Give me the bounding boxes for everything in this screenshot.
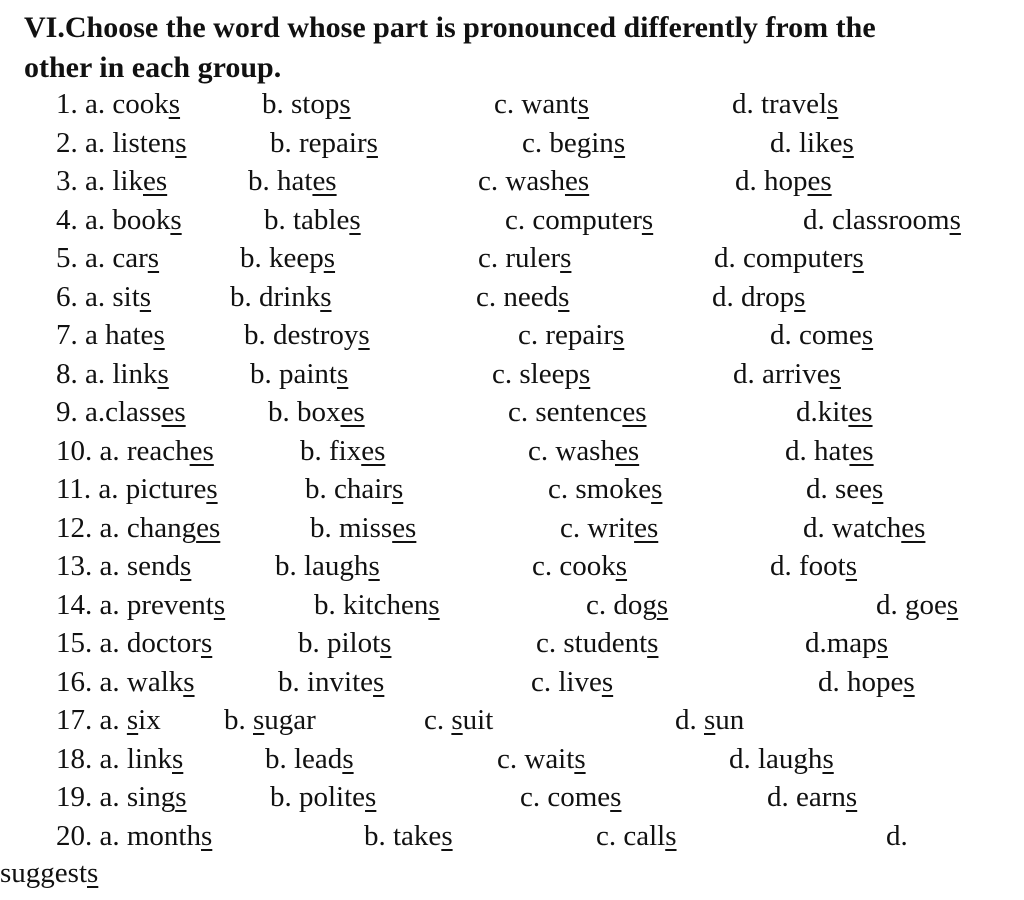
underlined-part: s [213,588,226,621]
word-rest: un [715,704,745,736]
question-20-option-d-continued [0,854,98,892]
word-stem: d. computer [714,242,853,274]
question-number: 9. a. [56,396,106,428]
underlined-part: es [361,434,386,467]
question-6-option-b [230,278,332,316]
word-stem: c. sentenc [508,396,623,428]
underlined-part: s [441,819,453,852]
question-2-option-d [770,124,854,162]
underlined-part: es [848,396,873,428]
question-row-13 [0,547,1024,585]
word-stem: d. foot [770,550,846,582]
question-7-option-a [56,316,165,354]
question-12-option-a [56,509,220,547]
word-stem: c. wash [478,165,565,197]
word-stem: sing [126,781,176,813]
word-stem: c. want [494,88,578,120]
word-stem: d. watch [803,511,902,544]
word-stem: b. laugh [275,550,369,582]
question-11-option-a [56,470,218,508]
exercise-title-line-2: other in each group. [24,51,282,84]
question-1-option-a [56,85,180,123]
word-stem: c. cook [532,550,616,582]
question-9-option-c [508,393,647,431]
underlined-part: s [829,357,841,390]
underlined-part: s [845,550,858,582]
question-13-option-c [532,547,627,585]
word-stem: d. hope [818,665,904,698]
question-7-option-c [518,316,624,354]
question-row-11 [0,470,1024,508]
question-number: 1. a. [56,88,113,120]
question-number: 6. a. [56,280,113,313]
question-16-option-a [56,663,195,701]
word-stem: b. keep [240,242,324,274]
question-row-16 [0,663,1024,701]
word-stem: c. ruler [478,242,561,274]
underlined-part: s [253,704,265,736]
underlined-part: s [349,203,361,236]
word-stem: c. writ [560,511,635,544]
word-stem: c. need [476,280,559,313]
question-15-option-d [805,624,888,662]
question-number: 11. a. [56,473,126,505]
word-stem: c. repair [518,319,613,351]
underlined-part: es [807,165,832,197]
question-number: 8. a. [56,357,113,390]
underlined-part: s [852,242,864,274]
question-number: 17. a. [56,704,127,736]
question-10-option-b [300,432,385,470]
question-row-19 [0,778,1024,816]
question-11-option-b [305,470,403,508]
word-stem: b. [224,704,253,736]
word-rest: ix [138,704,161,736]
underlined-part: s [451,704,463,736]
question-row-9 [0,393,1024,431]
question-row-15 [0,624,1024,662]
word-stem: c. computer [505,203,642,236]
underlined-part: s [845,781,858,813]
word-stem: d. [886,819,908,852]
underlined-part: s [651,473,663,505]
question-row-8 [0,355,1024,393]
question-20-option-d [886,817,908,855]
question-18-option-d [729,740,834,778]
question-6-option-a [56,278,151,316]
word-stem: d. drop [712,280,795,313]
underlined-part: s [872,473,884,505]
word-stem: picture [125,473,207,505]
underlined-part: s [610,781,622,813]
question-18-option-c [497,740,586,778]
word-stem: c. [424,704,452,736]
question-number: 18. a. [56,742,127,775]
question-17-option-d [675,701,744,739]
question-5-option-c [478,239,571,277]
question-4-option-a [56,201,182,239]
question-row-2 [0,124,1024,162]
question-row-4 [0,201,1024,239]
question-row-3 [0,162,1024,200]
underlined-part: s [157,357,169,390]
underlined-part: es [564,165,590,197]
word-stem: month [126,819,201,852]
underlined-part: s [180,550,192,582]
word-stem: reach [126,434,190,467]
underlined-part: s [183,665,195,698]
question-3-option-a [56,162,167,200]
word-stem: b. lead [265,742,343,775]
underlined-part: s [428,588,440,621]
underlined-part: s [380,627,392,659]
question-number: 13. a. [56,550,127,582]
word-stem: suggest [0,857,87,889]
question-row-1 [0,85,1024,123]
question-18-option-a [56,740,183,778]
underlined-part: es [622,396,647,428]
question-number: 20. a. [56,819,127,852]
underlined-part: s [577,88,590,120]
word-stem: b. stop [262,88,340,120]
underlined-part: s [339,88,351,120]
underlined-part: es [312,165,337,197]
question-number: 7. a [56,319,106,351]
underlined-part: s [574,742,586,775]
underlined-part: s [200,627,213,659]
question-3-option-b [248,162,337,200]
word-stem: b. drink [230,280,321,313]
word-stem: chang [126,511,197,544]
word-stem: c. student [536,627,648,659]
question-8-option-b [250,355,348,393]
word-stem: c. begin [522,126,614,159]
underlined-part: s [861,319,874,351]
underlined-part: s [358,319,370,351]
word-stem: lik [112,165,143,197]
question-number: 5. a. [56,242,113,274]
word-stem: d. [675,704,704,736]
word-stem: book [112,203,171,236]
question-8-option-a [56,355,169,393]
word-stem: d.kit [796,396,849,428]
question-number: 3. a. [56,165,113,197]
word-stem: d. like [770,126,843,159]
underlined-part: s [842,126,854,159]
underlined-part: s [201,819,213,852]
word-stem: b. polite [270,781,366,813]
question-14-option-c [586,586,668,624]
underlined-part: es [614,434,640,467]
question-number: 12. a. [56,511,127,544]
underlined-part: s [365,781,377,813]
question-12-option-d [803,509,925,547]
underlined-part: s [373,665,385,698]
underlined-part: s [87,857,99,889]
question-14-option-a [56,586,225,624]
underlined-part: s [391,473,404,505]
underlined-part: s [126,704,139,736]
question-17-option-a [56,701,161,739]
underlined-part: s [153,319,165,351]
question-19-option-a [56,778,187,816]
underlined-part: es [161,396,186,428]
underlined-part: s [175,126,187,159]
question-number: 16. a. [56,665,127,698]
word-stem: d. earn [767,781,846,813]
question-number: 4. a. [56,203,113,236]
word-stem: hate [105,319,154,351]
question-15-option-b [298,624,391,662]
word-stem: b. take [364,819,442,852]
question-1-option-c [494,85,589,123]
question-20-option-b [364,817,453,855]
question-16-option-c [531,663,613,701]
word-stem: car [112,242,148,274]
question-19-option-b [270,778,376,816]
question-10-option-c [528,432,639,470]
underlined-part: s [320,280,332,313]
question-number: 14. a. [56,588,127,621]
question-8-option-c [492,355,590,393]
underlined-part: s [168,88,181,120]
word-stem: b. paint [250,357,337,390]
question-row-18 [0,740,1024,778]
question-17-option-c [424,701,493,739]
underlined-part: s [794,280,806,313]
question-15-option-c [536,624,658,662]
word-stem: c. wait [497,742,575,775]
question-row-17 [0,701,1024,739]
question-3-option-c [478,162,589,200]
word-stem: cook [112,88,169,120]
question-number: 2. a. [56,126,113,159]
underlined-part: s [601,665,614,698]
word-stem: walk [126,665,184,698]
underlined-part: s [665,819,677,852]
question-6-option-c [476,278,569,316]
word-stem: sit [112,280,140,313]
word-stem: b. destroy [244,319,359,351]
question-13-option-d [770,547,857,585]
question-9-option-d [796,393,873,431]
question-4-option-d [803,201,961,239]
underlined-part: s [949,203,961,236]
question-row-5 [0,239,1024,277]
underlined-part: s [615,550,628,582]
word-stem: prevent [126,588,214,621]
underlined-part: s [822,742,834,775]
underlined-part: es [196,511,221,544]
question-19-option-d [767,778,857,816]
question-6-option-d [712,278,805,316]
word-stem: c. come [520,781,611,813]
underlined-part: s [172,742,184,775]
question-row-14 [0,586,1024,624]
underlined-part: s [323,242,336,274]
word-stem: c. live [531,665,602,698]
question-2-option-a [56,124,187,162]
word-stem: send [126,550,181,582]
question-1-option-d [732,85,838,123]
question-row-6 [0,278,1024,316]
word-stem: b. repair [270,126,367,159]
underlined-part: s [641,203,654,236]
word-stem: b. box [268,396,341,428]
underlined-part: es [849,434,874,467]
question-4-option-b [264,201,361,239]
underlined-part: s [139,280,152,313]
underlined-part: s [613,126,626,159]
word-stem: b. hat [248,165,313,197]
question-row-7 [0,316,1024,354]
underlined-part: es [392,511,417,544]
word-stem: d. come [770,319,862,351]
word-stem: d. see [806,473,873,505]
word-stem: d. goe [876,588,947,621]
word-stem: c. smoke [548,473,652,505]
word-stem: link [112,357,158,390]
underlined-part: s [206,473,218,505]
question-13-option-b [275,547,380,585]
word-stem: b. table [264,203,350,236]
question-12-option-b [310,509,416,547]
exercise-title-line-1: VI.Choose the word whose part is pronounced differently from the [24,11,876,44]
word-stem: d. arrive [733,357,830,390]
word-stem: c. dog [586,588,657,621]
underlined-part: s [558,280,570,313]
underlined-part: s [656,588,669,621]
underlined-part: es [143,165,168,197]
question-row-12 [0,509,1024,547]
word-stem: doctor [126,627,201,659]
question-14-option-b [314,586,440,624]
underlined-part: s [342,742,354,775]
underlined-part: s [578,357,591,390]
question-13-option-a [56,547,191,585]
word-stem: b. chair [305,473,392,505]
question-16-option-d [818,663,915,701]
word-stem: b. miss [310,511,393,544]
underlined-part: s [647,627,659,659]
question-11-option-c [548,470,662,508]
word-stem: b. pilot [298,627,381,659]
question-10-option-d [785,432,874,470]
word-stem: b. fix [300,434,362,467]
word-stem: c. sleep [492,357,579,390]
underlined-part: es [901,511,926,544]
question-3-option-d [735,162,832,200]
question-number: 10. a. [56,434,127,467]
word-stem: c. call [596,819,666,852]
question-16-option-b [278,663,384,701]
word-stem: b. invite [278,665,374,698]
question-15-option-a [56,624,212,662]
underlined-part: s [704,704,716,736]
question-2-option-c [522,124,625,162]
question-number: 19. a. [56,781,127,813]
question-10-option-a [56,432,214,470]
question-7-option-d [770,316,873,354]
word-stem: link [126,742,172,775]
underlined-part: s [368,550,380,582]
word-stem: d.map [805,627,877,659]
word-stem: d. hop [735,165,808,197]
question-7-option-b [244,316,370,354]
underlined-part: es [340,396,365,428]
question-11-option-d [806,470,883,508]
question-18-option-b [265,740,354,778]
underlined-part: s [903,665,915,698]
question-19-option-c [520,778,621,816]
underlined-part: s [170,203,182,236]
underlined-part: s [337,357,349,390]
word-rest: ugar [264,704,316,736]
word-stem: c. wash [528,434,615,467]
question-5-option-b [240,239,335,277]
word-stem: d. hat [785,434,850,467]
underlined-part: s [827,88,839,120]
word-stem: d. laugh [729,742,823,775]
word-stem: b. kitchen [314,588,429,621]
underlined-part: es [189,434,214,467]
question-number: 15. a. [56,627,127,659]
underlined-part: s [876,627,888,659]
question-20-option-a [56,817,212,855]
question-17-option-b [224,701,316,739]
word-stem: d. travel [732,88,828,120]
underlined-part: s [147,242,160,274]
word-stem: listen [112,126,176,159]
question-1-option-b [262,85,351,123]
underlined-part: s [560,242,572,274]
question-14-option-d [876,586,958,624]
question-20-option-c [596,817,677,855]
question-9-option-a [56,393,186,431]
question-row-20 [0,817,1024,855]
question-8-option-d [733,355,841,393]
question-5-option-a [56,239,159,277]
question-9-option-b [268,393,365,431]
question-5-option-d [714,239,864,277]
question-12-option-c [560,509,658,547]
word-stem: d. classroom [803,203,950,236]
underlined-part: s [175,781,187,813]
question-row-10 [0,432,1024,470]
underlined-part: s [946,588,959,621]
word-stem: class [105,396,162,428]
question-2-option-b [270,124,378,162]
underlined-part: es [634,511,659,544]
word-rest: uit [462,704,494,736]
underlined-part: s [613,319,625,351]
underlined-part: s [366,126,378,159]
question-4-option-c [505,201,653,239]
